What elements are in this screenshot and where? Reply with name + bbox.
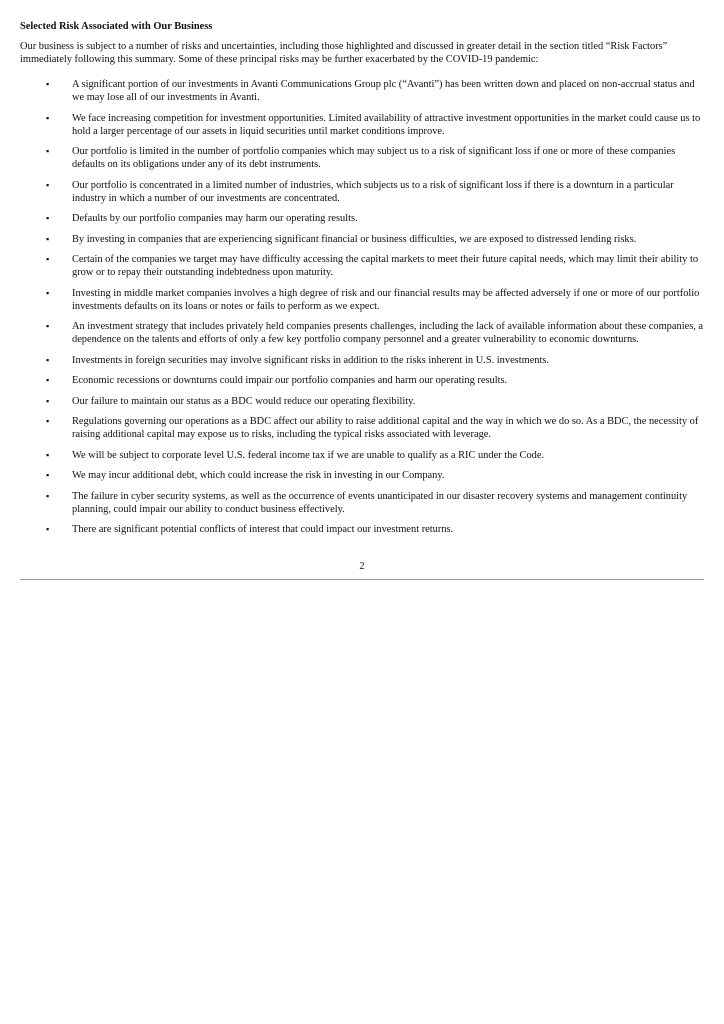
square-bullet-icon: ▪ bbox=[46, 146, 50, 156]
risk-item bbox=[20, 287, 706, 313]
risk-text: A significant portion of our investments in Avanti Communications Group plc (“Avanti”) has been written down and placed on non-accrual status and we may lose all of our investments in Avanti. bbox=[72, 79, 695, 103]
risk-text: Investing in middle market companies involves a high degree of risk and our financial results may be affected adversely if one or more of our portfolio investments defaults on its loans or notes or fails to perform as we expect. bbox=[72, 287, 700, 312]
square-bullet-icon: ▪ bbox=[46, 490, 50, 501]
square-bullet-icon: ▪ bbox=[46, 375, 50, 385]
square-bullet-icon: ▪ bbox=[46, 112, 50, 123]
square-bullet-icon: ▪ bbox=[46, 213, 50, 223]
page-divider bbox=[20, 579, 704, 580]
risk-item bbox=[20, 374, 706, 387]
risk-text: Regulations governing our operations as a BDC affect our ability to raise additional capital and the way in which we do so. As a BDC, the necessity of raising additional capital may expose us to risks, including the typical risks associated with leverage. bbox=[72, 416, 699, 440]
risk-item bbox=[20, 523, 706, 536]
risk-item bbox=[20, 354, 706, 367]
risk-text: Economic recessions or downturns could impair our portfolio companies and harm our operating results. bbox=[72, 375, 508, 386]
risk-item bbox=[20, 490, 706, 516]
section-heading: Selected Risk Associated with Our Business bbox=[20, 21, 213, 32]
risk-item bbox=[20, 395, 706, 408]
risk-item bbox=[20, 78, 706, 104]
risk-item bbox=[20, 145, 706, 171]
risk-text: We face increasing competition for investment opportunities. Limited availability of attractive investment opportunities in the market could cause us to hold a larger percentage of our assets in liquid securities until market conditions improve. bbox=[72, 112, 701, 137]
risk-text: Certain of the companies we target may have difficulty accessing the capital markets to meet their future capital needs, which may limit their ability to grow or to repay their outstanding indebtedness upon maturity. bbox=[72, 254, 699, 278]
square-bullet-icon: ▪ bbox=[46, 321, 50, 331]
risk-text: Investments in foreign securities may involve significant risks in addition to the risks inherent in U.S. investments. bbox=[72, 354, 550, 366]
risk-text: An investment strategy that includes privately held companies presents challenges, including the lack of available information about these companies, a dependence on the talents and efforts of only a few key portfolio company personnel and a greater vulnerability to economic downturns. bbox=[72, 321, 704, 345]
risk-item bbox=[20, 320, 706, 346]
risk-item bbox=[20, 179, 706, 205]
risk-item bbox=[20, 415, 706, 441]
risk-text: The failure in cyber security systems, as well as the occurrence of events unanticipated in our disaster recovery systems and management continuity planning, could impair our ability to conduct business effectively. bbox=[72, 490, 688, 515]
risk-text: Our portfolio is concentrated in a limited number of industries, which subjects us to a risk of significant loss if there is a downturn in a particular industry in which a number of our investments are concentrated. bbox=[72, 179, 674, 204]
risk-item bbox=[20, 253, 706, 279]
square-bullet-icon: ▪ bbox=[46, 179, 50, 190]
square-bullet-icon: ▪ bbox=[46, 233, 50, 244]
risk-item bbox=[20, 469, 706, 482]
risk-text: Defaults by our portfolio companies may harm our operating results. bbox=[72, 213, 358, 224]
risk-text: We may incur additional debt, which could increase the risk in investing in our Company. bbox=[72, 470, 445, 481]
risk-text: Our failure to maintain our status as a BDC would reduce our operating flexibility. bbox=[72, 395, 416, 407]
risk-text: We will be subject to corporate level U.S. federal income tax if we are unable to qualify as a RIC under the Code. bbox=[72, 449, 545, 461]
square-bullet-icon: ▪ bbox=[46, 470, 50, 480]
square-bullet-icon: ▪ bbox=[46, 79, 50, 89]
risk-text: By investing in companies that are experiencing significant financial or business difficulties, we are exposed to distressed lending risks. bbox=[72, 233, 637, 245]
risk-text: There are significant potential conflicts of interest that could impact our investment returns. bbox=[72, 524, 454, 535]
risk-item bbox=[20, 212, 706, 225]
square-bullet-icon: ▪ bbox=[46, 287, 50, 298]
risk-item bbox=[20, 112, 706, 138]
square-bullet-icon: ▪ bbox=[46, 354, 50, 365]
risk-list bbox=[20, 78, 706, 536]
square-bullet-icon: ▪ bbox=[46, 524, 50, 534]
risk-item bbox=[20, 449, 706, 462]
square-bullet-icon: ▪ bbox=[46, 254, 50, 264]
risk-text: Our portfolio is limited in the number of portfolio companies which may subject us to a risk of significant loss if one or more of these companies defaults on its obligations under any of its debt instruments. bbox=[72, 146, 676, 170]
document-page bbox=[20, 20, 706, 544]
intro-paragraph: Our business is subject to a number of risks and uncertainties, including those highlighted and discussed in greater detail in the section titled “Risk Factors” immediately following this summary. Some of these principal risks may be further exacerbated by the COVID-19 pandemic: bbox=[20, 41, 668, 65]
risk-item bbox=[20, 233, 706, 246]
page-number: 2 bbox=[359, 561, 365, 572]
square-bullet-icon: ▪ bbox=[46, 395, 50, 406]
square-bullet-icon: ▪ bbox=[46, 416, 50, 426]
square-bullet-icon: ▪ bbox=[46, 449, 50, 460]
